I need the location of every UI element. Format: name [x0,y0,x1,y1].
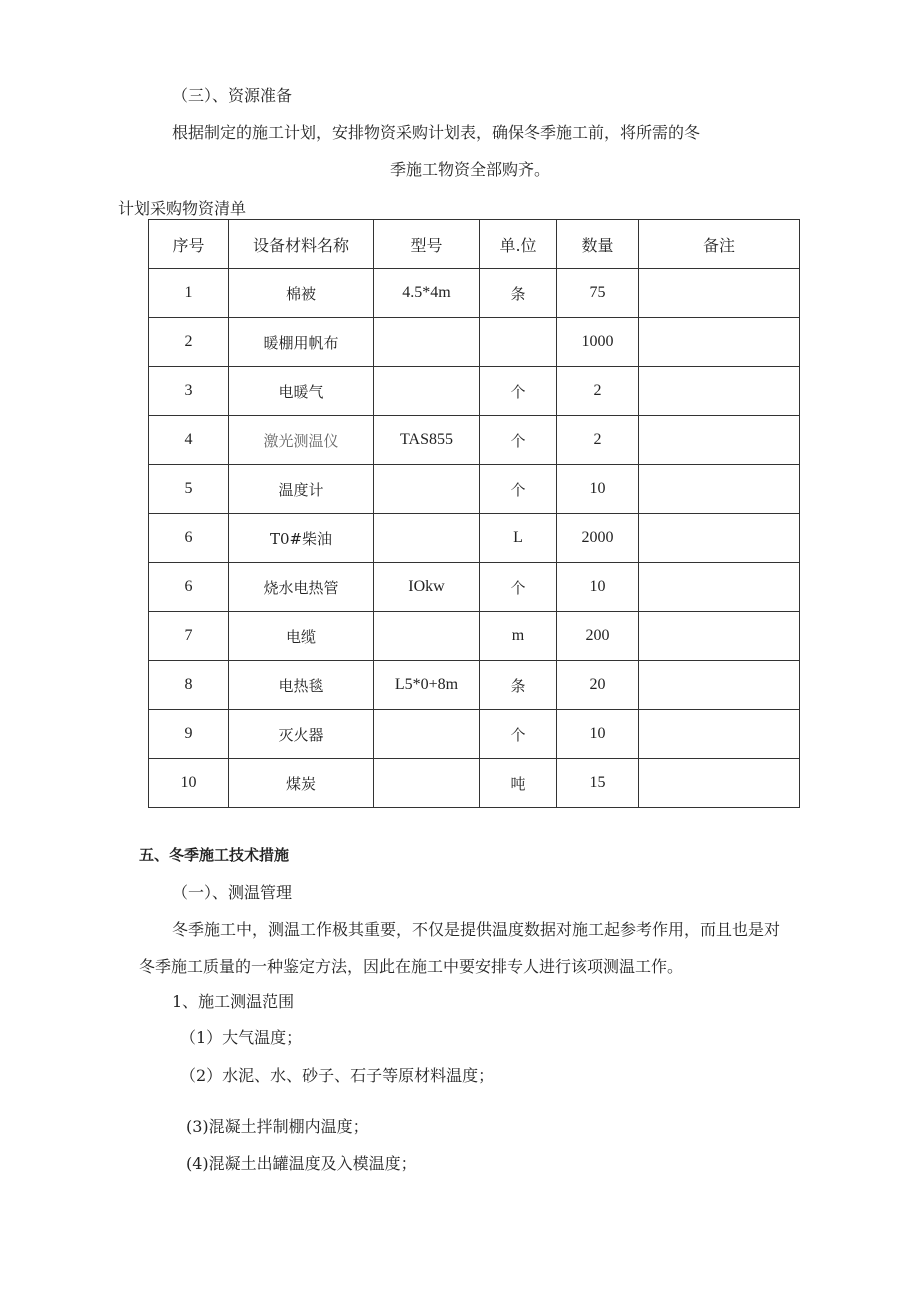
cell-unit: 吨 [480,759,557,808]
cell-model: TAS855 [374,416,480,465]
cell-remark [639,367,800,416]
cell-remark [639,710,800,759]
cell-quantity: 200 [557,612,639,661]
cell-remark [639,563,800,612]
paragraph-line: 冬季施工质量的一种鉴定方法，因此在施工中要安排专人进行该项测温工作。 [139,957,684,976]
cell-index: 8 [149,661,229,710]
cell-unit [480,318,557,367]
cell-remark [639,318,800,367]
procurement-table [148,219,800,808]
cell-quantity: 2000 [557,514,639,563]
cell-quantity: 10 [557,710,639,759]
cell-unit: 个 [480,367,557,416]
cell-model [374,367,480,416]
paragraph-line: 冬季施工中，测温工作极其重要，不仅是提供温度数据对施工起参考作用，而且也是对 [172,920,781,939]
table-row [149,563,800,612]
list-item: (4)混凝土出罐温度及入模温度； [186,1154,417,1173]
cell-unit: L [480,514,557,563]
cell-quantity: 10 [557,465,639,514]
cell-index: 10 [149,759,229,808]
table-row [149,661,800,710]
cell-index: 6 [149,563,229,612]
cell-remark [639,661,800,710]
cell-name: 烧水电热管 [229,563,374,612]
table-row [149,367,800,416]
cell-index: 3 [149,367,229,416]
cell-remark [639,612,800,661]
cell-name: 电热毯 [229,661,374,710]
cell-name: 灭火器 [229,710,374,759]
subsection-heading: （一）、测温管理 [172,883,293,902]
cell-index: 2 [149,318,229,367]
cell-remark [639,465,800,514]
list-item: （2）水泥、水、砂子、石子等原材料温度； [180,1066,495,1085]
cell-index: 7 [149,612,229,661]
cell-quantity: 20 [557,661,639,710]
cell-quantity: 15 [557,759,639,808]
cell-unit: 条 [480,269,557,318]
cell-name: 电缆 [229,612,374,661]
table-caption: 计划采购物资清单 [118,199,247,218]
header-index: 序号 [149,220,229,269]
header-model: 型号 [374,220,480,269]
cell-unit: 条 [480,661,557,710]
cell-model: L5*0+8m [374,661,480,710]
cell-remark [639,514,800,563]
cell-model [374,710,480,759]
paragraph-line: 根据制定的施工计划，安排物资采购计划表，确保冬季施工前，将所需的冬 [172,123,701,142]
list-item: (3)混凝土拌制棚内温度； [186,1117,369,1136]
cell-quantity: 1000 [557,318,639,367]
cell-unit: 个 [480,563,557,612]
cell-name: 煤炭 [229,759,374,808]
cell-model [374,514,480,563]
cell-quantity: 10 [557,563,639,612]
cell-name: 棉被 [229,269,374,318]
section-heading-resources: （三）、资源准备 [172,86,293,105]
cell-index: 1 [149,269,229,318]
table-row [149,759,800,808]
cell-model [374,612,480,661]
cell-index: 6 [149,514,229,563]
cell-remark [639,269,800,318]
cell-unit: 个 [480,465,557,514]
cell-model [374,318,480,367]
list-item-heading: 1、施工测温范围 [172,992,295,1011]
cell-remark [639,759,800,808]
cell-index: 9 [149,710,229,759]
table-header-row [149,220,800,269]
header-name: 设备材料名称 [229,220,374,269]
table-row [149,514,800,563]
cell-quantity: 2 [557,367,639,416]
cell-quantity: 75 [557,269,639,318]
table-row [149,465,800,514]
section-heading-five: 五、冬季施工技术措施 [139,846,290,864]
cell-index: 4 [149,416,229,465]
cell-model [374,759,480,808]
table-row [149,710,800,759]
table-row [149,269,800,318]
cell-model [374,465,480,514]
table-row [149,416,800,465]
cell-index: 5 [149,465,229,514]
table-row [149,612,800,661]
cell-name: 激光测温仪 [229,416,374,465]
cell-unit: m [480,612,557,661]
header-remark: 备注 [639,220,800,269]
cell-unit: 个 [480,710,557,759]
table-row [149,318,800,367]
header-unit: 单.位 [480,220,557,269]
cell-quantity: 2 [557,416,639,465]
cell-name: 温度计 [229,465,374,514]
cell-name: T0#柴油 [229,514,374,563]
cell-model: 4.5*4m [374,269,480,318]
cell-unit: 个 [480,416,557,465]
cell-remark [639,416,800,465]
cell-name: 暖棚用帆布 [229,318,374,367]
paragraph-line: 季施工物资全部购齐。 [390,160,551,179]
header-quantity: 数量 [557,220,639,269]
list-item: （1）大气温度； [180,1028,303,1047]
cell-model: IOkw [374,563,480,612]
cell-name: 电暖气 [229,367,374,416]
